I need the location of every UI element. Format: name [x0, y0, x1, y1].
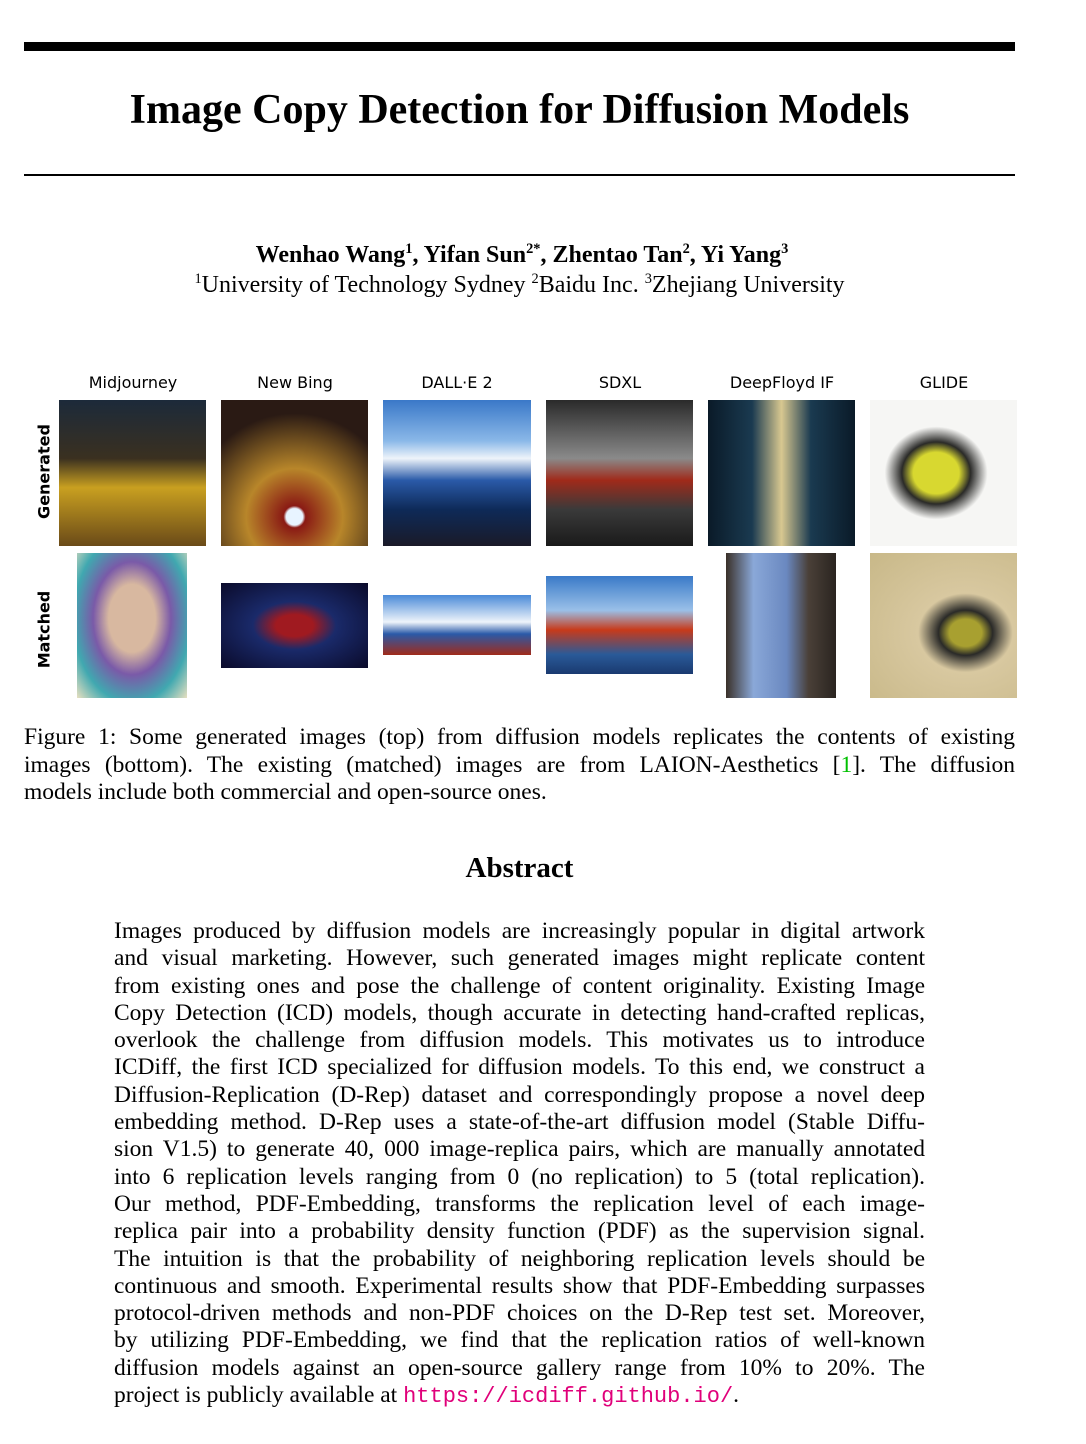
- top-rule: [24, 42, 1015, 51]
- caption-line: [24, 752, 1015, 780]
- abstract-line: by utilizing PDF-Embedding, we find that the replication ratios of well-known: [114, 1327, 925, 1354]
- abstract-line: [114, 1382, 925, 1410]
- affil-mark: 1: [194, 271, 202, 287]
- abstract-line: into 6 replication levels ranging from 0 (no replication) to 5 (total replication).: [114, 1163, 925, 1190]
- column-label: GLIDE: [919, 373, 969, 392]
- generated-image-deepfloyd-if: [708, 400, 855, 546]
- column-label: DALL·E 2: [421, 373, 493, 392]
- affiliation: Baidu Inc.: [538, 272, 645, 298]
- affil-mark: 2: [531, 271, 539, 287]
- abstract-line: sion V1.5) to generate 40, 000 image-replica pairs, which are manually annotated: [114, 1136, 925, 1163]
- row-label-generated: Generated: [34, 424, 54, 519]
- abstract-line: and visual marketing. However, such generated images might replicate content: [114, 945, 925, 972]
- author-list: [0, 242, 1044, 269]
- caption-line: Figure 1: Some generated images (top) from diffusion models replicates the contents of existing: [24, 724, 1015, 750]
- column-label: Midjourney: [88, 373, 178, 392]
- matched-image-deepfloyd-if: [726, 553, 836, 698]
- caption-line: models include both commercial and open-source ones.: [24, 779, 547, 805]
- generated-image-dalle2: [383, 400, 531, 546]
- paper-title: Image Copy Detection for Diffusion Models: [129, 87, 910, 133]
- author: Yifan Sun: [423, 242, 527, 268]
- generated-image-midjourney: [59, 400, 206, 546]
- abstract-line: diffusion models against an open-source gallery range from 10% to 20%. The: [114, 1354, 925, 1381]
- author: Yi Yang: [700, 242, 782, 268]
- separator: ,: [412, 242, 424, 268]
- abstract-line: Diffusion-Replication (D-Rep) dataset and correspondingly propose a novel deep: [114, 1081, 925, 1108]
- abstract-line: Images produced by diffusion models are increasingly popular in digital artwork: [114, 918, 925, 944]
- abstract-heading: Abstract: [465, 852, 574, 884]
- abstract-line: continuous and smooth. Experimental results show that PDF-Embedding surpasses: [114, 1272, 925, 1299]
- caption-text: images (bottom). The existing (matched) images are from LAION-Aesthetics [: [24, 751, 841, 778]
- column-label: SDXL: [598, 373, 642, 392]
- abstract-text: project is publicly available at: [114, 1382, 404, 1409]
- author-affil-mark: 2*: [526, 241, 541, 257]
- title-rule: [24, 174, 1015, 176]
- matched-image-glide: [870, 553, 1017, 698]
- author: Zhentao Tan: [552, 242, 683, 268]
- abstract-line: from existing ones and pose the challenge of content originality. Existing Image: [114, 972, 925, 999]
- caption-text: ]. The diffusion: [852, 751, 1015, 778]
- affiliations: [0, 272, 1039, 299]
- affiliation: University of Technology Sydney: [201, 272, 532, 298]
- column-label: New Bing: [257, 373, 333, 392]
- author-affil-mark: 3: [781, 241, 789, 257]
- matched-image-sdxl: [546, 576, 693, 674]
- affil-mark: 3: [644, 271, 652, 287]
- matched-image-midjourney: [77, 553, 187, 698]
- abstract-line: overlook the challenge from diffusion models. This motivates us to introduce: [114, 1027, 925, 1054]
- abstract-line: ICDiff, the first ICD specialized for diffusion models. To this end, we construct a: [114, 1054, 925, 1081]
- separator: ,: [689, 242, 701, 268]
- project-url-link[interactable]: https://icdiff.github.io/: [403, 1384, 734, 1410]
- affiliation: Zhejiang University: [651, 272, 845, 298]
- generated-image-sdxl: [546, 400, 693, 546]
- abstract-text: .: [733, 1382, 740, 1409]
- abstract-line: protocol-driven methods and non-PDF choices on the D-Rep test set. Moreover,: [114, 1300, 925, 1327]
- citation-link[interactable]: 1: [840, 751, 853, 778]
- figure-caption: [24, 724, 1015, 807]
- author: Wenhao Wang: [255, 242, 406, 268]
- abstract-line: The intuition is that the probability of neighboring replication levels should be: [114, 1245, 925, 1272]
- author-affil-mark: 2: [682, 241, 690, 257]
- abstract-line: Our method, PDF-Embedding, transforms the replication level of each image-: [114, 1190, 925, 1217]
- abstract-line: embedding method. D-Rep uses a state-of-the-art diffusion model (Stable Diffu-: [114, 1109, 925, 1136]
- abstract-line: replica pair into a probability density function (PDF) as the supervision signal.: [114, 1218, 925, 1245]
- author-affil-mark: 1: [405, 241, 413, 257]
- abstract-body: [114, 918, 925, 1410]
- matched-image-new-bing: [221, 583, 368, 668]
- row-label-matched: Matched: [34, 590, 54, 669]
- column-label: DeepFloyd IF: [729, 373, 835, 392]
- generated-image-new-bing: [221, 400, 368, 546]
- separator: ,: [540, 242, 553, 268]
- generated-image-glide: [870, 400, 1017, 546]
- abstract-line: Copy Detection (ICD) models, though accurate in detecting hand-crafted replicas,: [114, 999, 925, 1026]
- matched-image-dalle2: [383, 595, 531, 655]
